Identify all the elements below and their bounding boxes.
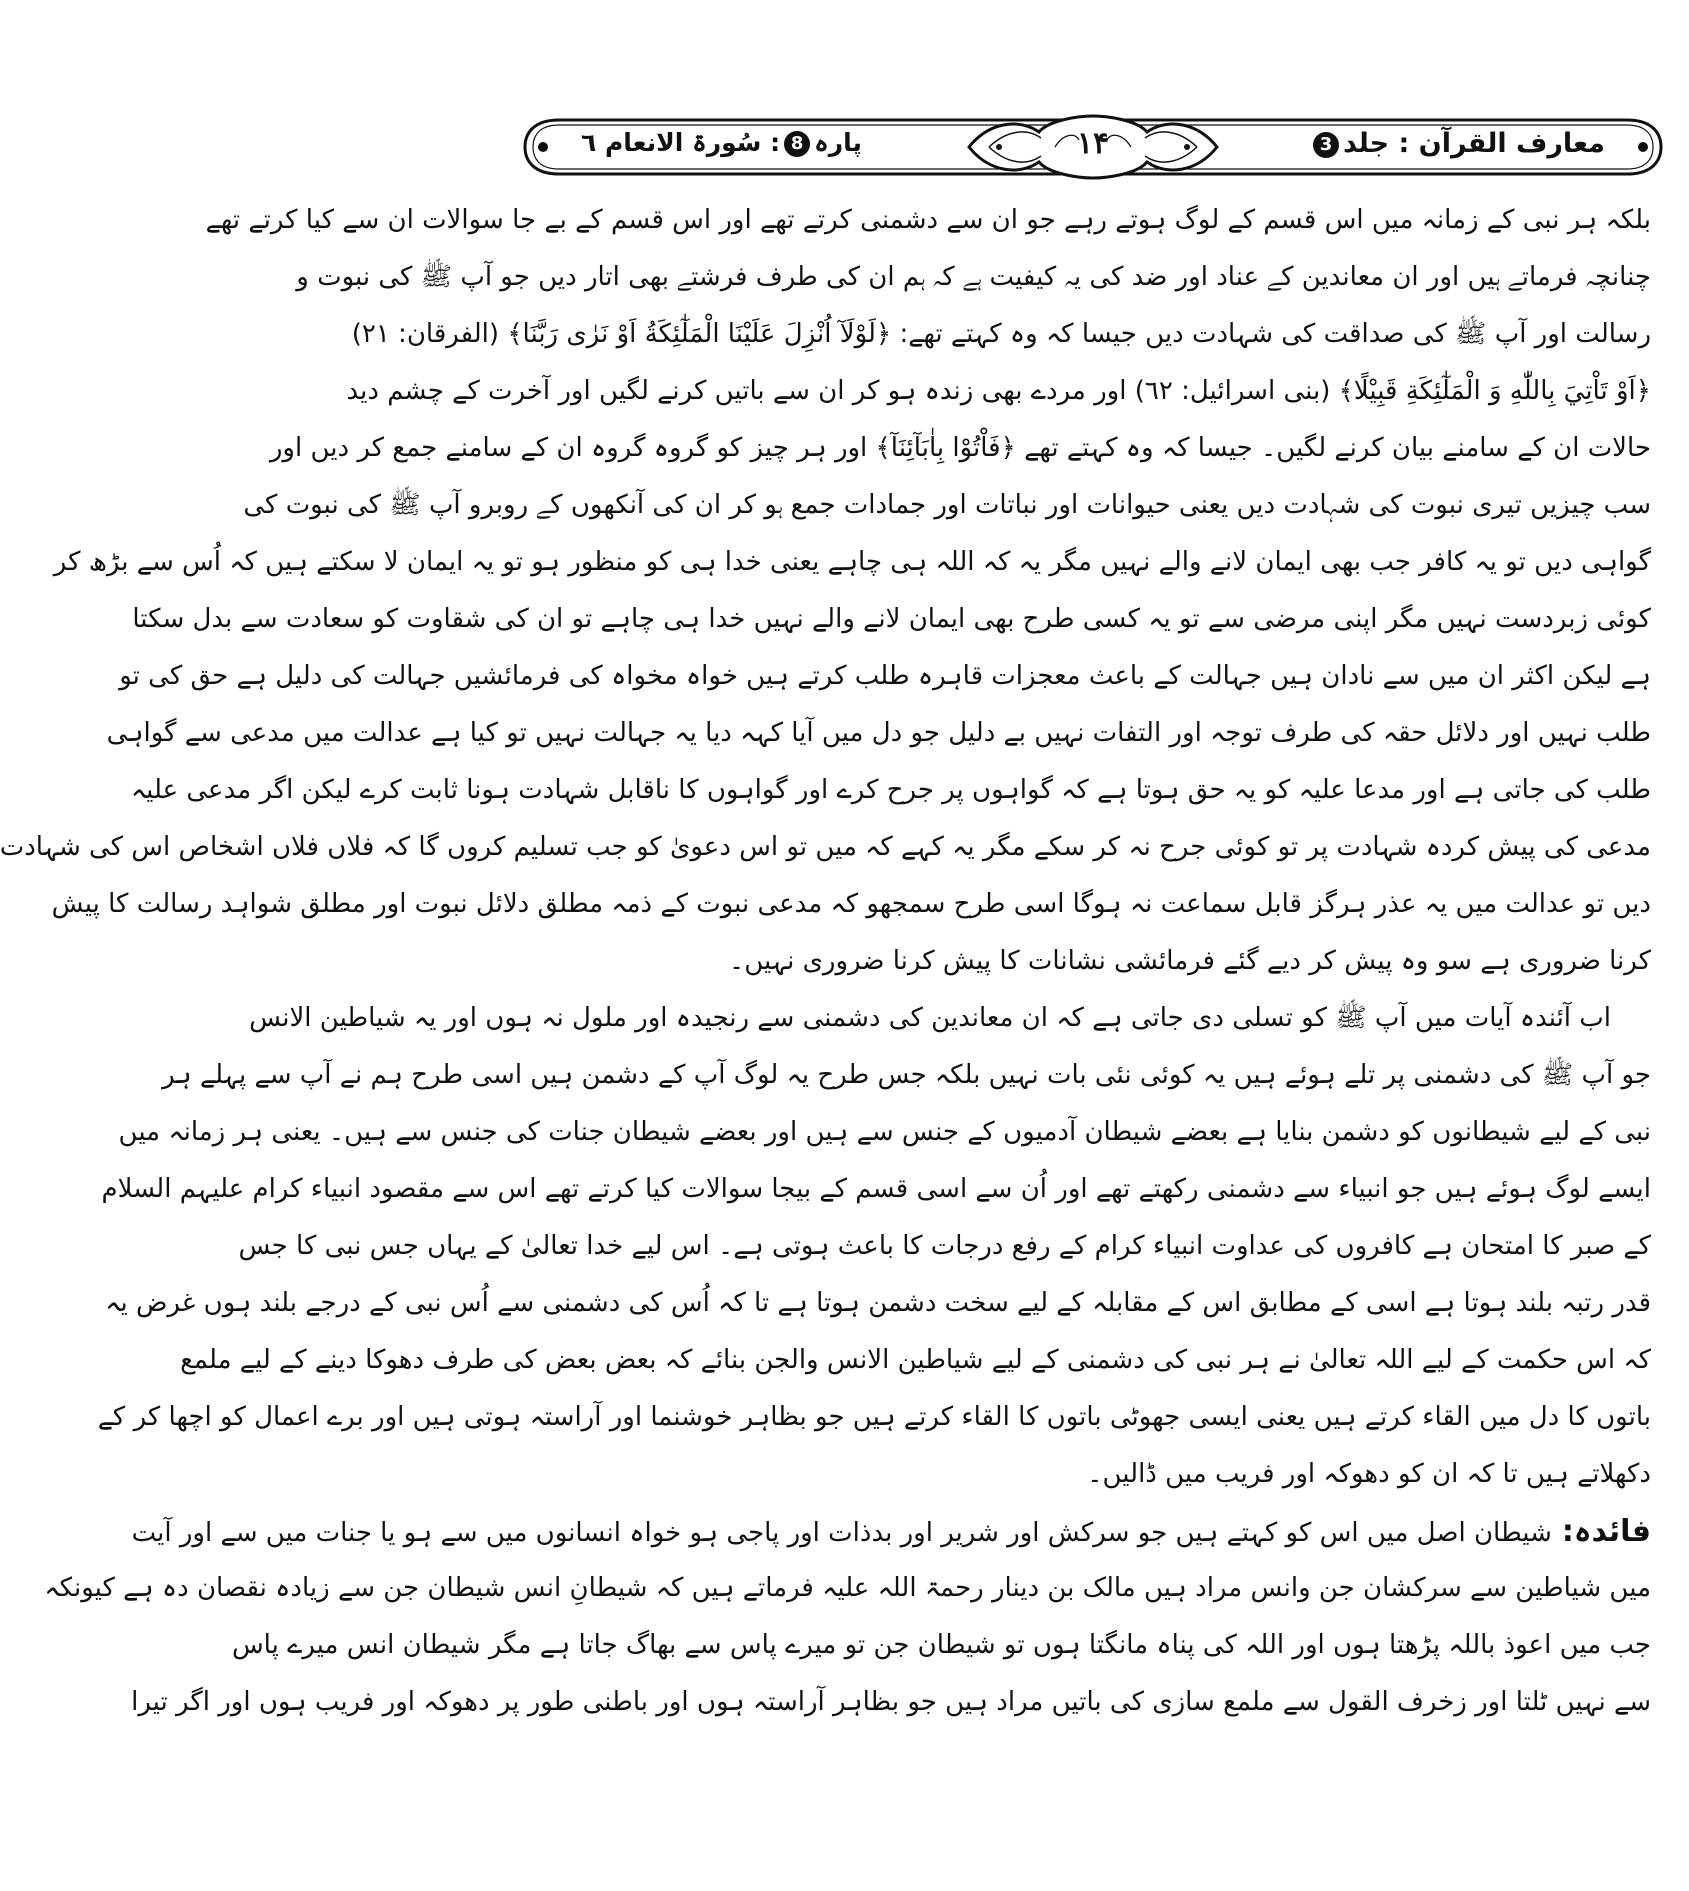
body-line: کوئی زبردست نہیں مگر اپنی مرضی سے تو یہ کسی طرح بھی ایمان لانے والے نہیں خدا ہی چاہے تو ان کی شقاوت کو سعادت سے بدل سکتا	[132, 604, 1651, 634]
surah-label: : سُورۃ الانعام ٦	[581, 128, 781, 157]
body-line: بلکہ ہر نبی کے زمانہ میں اس قسم کے لوگ ہوتے رہے جو ان سے دشمنی کرتے تھے اور اس قسم کے بے جا سوالات ان سے کیا کرتے تھے	[205, 205, 1651, 235]
page-body	[0, 192, 1651, 1731]
body-line: کرنا ضروری ہے سو وہ پیش کر دیے گئے فرمائشی نشانات کا پیش کرنا ضروری نہیں۔	[728, 946, 1651, 976]
body-line: دکھلاتے ہیں تا کہ ان کو دھوکہ اور فریب میں ڈالیں۔	[1087, 1459, 1651, 1489]
body-line: طلب نہیں اور دلائل حقہ کی طرف توجہ اور التفات نہیں بے دلیل جو دل میں آیا کہہ دیا یہ جہالت نہیں تو کیا ہے عدالت میں مدعی سے گواہی	[106, 718, 1651, 748]
para-label: پارہ	[814, 128, 862, 157]
body-line: چنانچہ فرماتے ہیں اور ان معاندین کے عناد اور ضد کی یہ کیفیت ہے کہ ہم ان کی طرف فرشتے بھی اتار دیں جو آپ ﷺ کی نبوت و	[296, 262, 1651, 292]
faida-text: شیطان اصل میں اس کو کہتے ہیں جو سرکش اور شریر اور بدذات اور پاجی ہو خواہ انسانوں میں سے ہو یا جنات میں سے اور آیت	[131, 1518, 1552, 1548]
body-line: مدعی کی پیش کردہ شہادت پر تو کوئی جرح نہ کر سکے مگر یہ کہے کہ میں تو اس دعویٰ کو جب تسلیم کروں گا کہ فلاں فلاں اشخاص اس کی شہادت	[0, 832, 1651, 862]
body-line: کہ اس حکمت کے لیے اللہ تعالیٰ نے ہر نبی کی دشمنی کے لیے شیاطین الانس والجن بنائے کہ بعض بعض کی طرف دھوکا دینے کے لیے ملمع	[180, 1345, 1651, 1375]
body-line: ﴿اَوْ تَاْتِيَ بِاللّٰهِ وَ الْمَلٰٓئِكَةِ قَبِيْلًا﴾ (بنی اسرائیل: ٦۲) اور مردے بھی زندہ ہو کر ان سے باتیں کرنے لگیں اور آخرت کے چشم دید	[346, 376, 1651, 406]
faida-first-line	[131, 1503, 1651, 1560]
volume-number-badge: 3	[1313, 132, 1339, 158]
body-line: ہے لیکن اکثر ان میں سے نادان ہیں جہالت کے باعث معجزات قاہرہ طلب کرتے ہیں خواہ مخواہ کی فرمائشیں جہالت کی دلیل ہے حق کی تو	[119, 661, 1651, 691]
para-surah-label	[581, 128, 862, 157]
para-number-badge: 8	[784, 131, 810, 157]
body-line: اب آئندہ آیات میں آپ ﷺ کو تسلی دی جاتی ہے کہ ان معاندین کی دشمنی سے رنجیدہ اور ملول نہ ہوں اور یہ شیاطین الانس	[249, 1003, 1611, 1033]
book-title-text: معارف القرآن : جلد	[1343, 128, 1605, 159]
body-line: دیں تو عدالت میں یہ عذر ہرگز قابل سماعت نہ ہوگا اسی طرح سمجھو کہ مدعی نبوت کے ذمہ مطلق دلائل نبوت اور مطلق شواہد رسالت کا پیش	[51, 889, 1651, 919]
body-line: رسالت اور آپ ﷺ کی صداقت کی شہادت دیں جیسا کہ وہ کہتے تھے: ﴿لَوْلَآ اُنْزِلَ عَلَيْنَا الْمَلٰٓئِكَةُ اَوْ نَرٰى رَبَّنَا﴾ (الفرقان: ۲۱)	[351, 319, 1651, 349]
body-line: گواہی دیں تو یہ کافر جب بھی ایمان لانے والے نہیں مگر یہ کہ اللہ ہی چاہے یعنی خدا ہی کو منظور ہو تو یہ ایمان لا سکتے ہیں کہ اُس سے بڑھ کر	[53, 547, 1651, 577]
body-line: سب چیزیں تیری نبوت کی شہادت دیں یعنی حیوانات اور نباتات اور جمادات جمع ہو کر ان کی آنکھوں کے روبرو آپ ﷺ کی نبوت کی	[243, 490, 1651, 520]
body-line: طلب کی جاتی ہے اور مدعا علیہ کو یہ حق ہوتا ہے کہ گواہوں پر جرح کرے اور گواہوں کا ناقابل شہادت ہونا ثابت کرے لیکن اگر مدعی علیہ	[130, 775, 1651, 805]
body-line: باتوں کا دل میں القاء کرتے ہیں یعنی ایسی جھوٹی باتوں کا القاء کرتے ہیں جو بظاہر خوشنما اور آراستہ ہوتی ہیں اور برے اعمال کو اچھا کر کے	[97, 1402, 1651, 1432]
body-line: کے صبر کا امتحان ہے کافروں کی عداوت انبیاء کرام کے رفع درجات کا باعث ہوتی ہے۔ اس لیے خدا تعالیٰ کے یہاں جس نبی کا جس	[238, 1231, 1651, 1261]
faida-line: سے نہیں ٹلتا اور زخرف القول سے ملمع سازی کی باتیں مراد ہیں جو بظاہر آراستہ ہوں اور باطنی طور پر دھوکہ اور فریب ہوں اور اگر تیرا	[131, 1687, 1651, 1717]
body-line: قدر رتبہ بلند ہوتا ہے اسی کے مطابق اس کے مقابلہ کے لیے سخت دشمن ہوتا ہے تا کہ اُس کی دشمنی سے اُس نبی کے درجے بلند ہوں غرض یہ	[105, 1288, 1651, 1318]
body-line: جو آپ ﷺ کی دشمنی پر تلے ہوئے ہیں یہ کوئی نئی بات نہیں بلکہ جس طرح یہ لوگ آپ کے دشمن ہیں اسی طرح ہم نے آپ سے پہلے ہر	[162, 1060, 1651, 1090]
body-line: ایسے لوگ ہوئے ہیں جو انبیاء سے دشمنی رکھتے تھے اور اُن سے اسی قسم کے بیجا سوالات کیا کرتے تھے اس سے مقصود انبیاء کرام علیہم السلام	[101, 1174, 1651, 1204]
body-line: حالات ان کے سامنے بیان کرنے لگیں۔ جیسا کہ وہ کہتے تھے ﴿فَاْتُوْا بِاٰبَآئِنَآ﴾ اور ہر چیز کو گروہ گروہ ان کے سامنے جمع کر دیں اور	[269, 433, 1651, 463]
faida-line: میں شیاطین سے سرکشان جن وانس مراد ہیں مالک بن دینار رحمۃ اللہ علیہ فرماتے ہیں کہ شیطانِ انس شیطان جن سے زیادہ نقصان دہ ہے کیونکہ	[44, 1573, 1651, 1603]
faida-line: جب میں اعوذ باللہ پڑھتا ہوں اور اللہ کی پناہ مانگتا ہوں تو شیطان جن تو میرے پاس سے بھاگ جاتا ہے مگر شیطان انس میرے پاس	[231, 1630, 1651, 1660]
page-number: ۱۴	[1076, 126, 1110, 161]
page-header	[519, 112, 1667, 182]
body-line: نبی کے لیے شیطانوں کو دشمن بنایا ہے بعضے شیطان آدمیوں کے جنس سے ہیں اور بعضے شیطان جنات کی جنس سے ہیں۔ یعنی ہر زمانہ میں	[118, 1117, 1651, 1147]
faida-label: فائدہ:	[1561, 1514, 1651, 1549]
book-title	[1309, 128, 1605, 159]
